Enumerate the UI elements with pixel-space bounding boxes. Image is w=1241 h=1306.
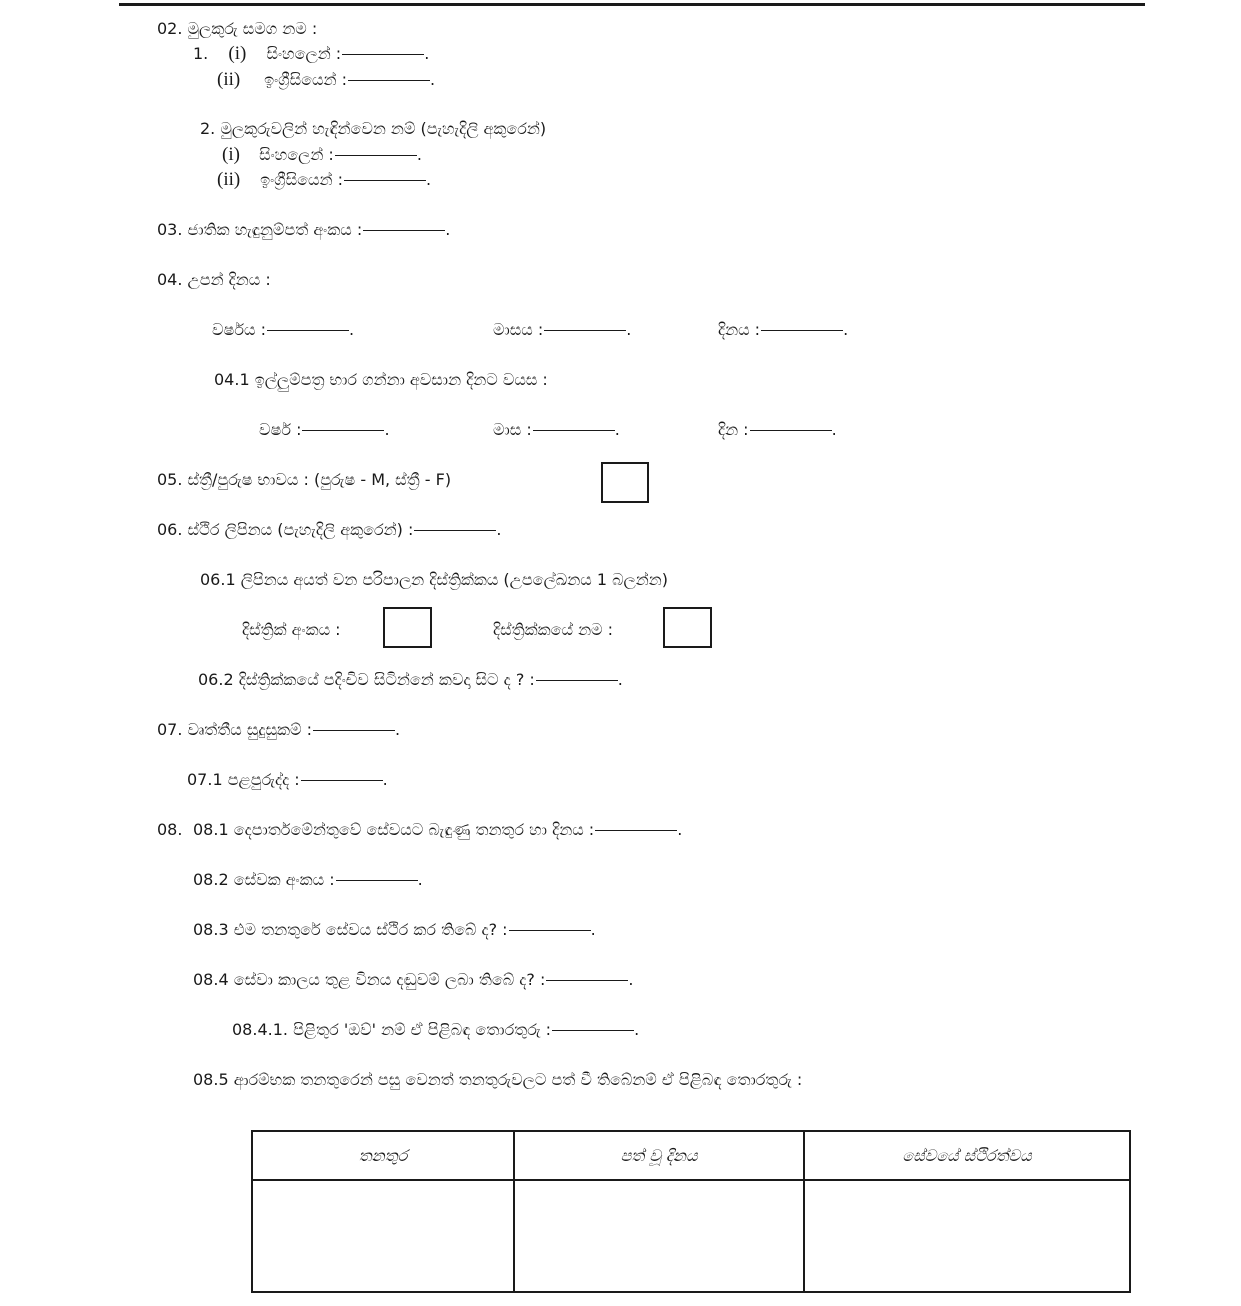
table-cell-post[interactable] xyxy=(252,1180,514,1292)
q041-month-row: මාස : . xyxy=(493,420,620,439)
q02-2-i-mark: (i) xyxy=(222,144,240,165)
top-rule xyxy=(119,3,1145,6)
q041-month-label: මාස : xyxy=(493,420,532,439)
q02-1-num: 1. xyxy=(193,44,209,63)
q083-row: 08.3 එම තනතුරේ සේවය ස්ථිර කර තිබේ ද? : . xyxy=(193,920,596,939)
q083-label: 08.3 එම තනතුරේ සේවය ස්ථිර කර තිබේ ද? : xyxy=(193,920,508,939)
q041-year-row: වර්ෂ : . xyxy=(259,420,390,439)
q02-1-i-label: සිංහලෙන් : xyxy=(266,44,342,63)
q084-row: 08.4 සේවා කාලය තුළ විනය දඬුවම් ලබා තිබේ ද? : . xyxy=(193,970,634,989)
q02-2-sinhala-blank[interactable] xyxy=(335,155,417,156)
q02-2-heading: මුලකුරුවලින් හැඳින්වෙන නම් (පැහැදිලි අකුරෙන්) xyxy=(220,119,547,138)
q061-district-code-box[interactable] xyxy=(383,607,432,648)
q07-row: 07. වෘත්තීය සුදුසුකම් : . xyxy=(157,720,401,739)
q04-year-row: වර්ෂය : . xyxy=(212,320,355,339)
table-row xyxy=(252,1180,1130,1292)
q061-district-name-box[interactable] xyxy=(663,607,712,648)
q07-qualifications-blank[interactable] xyxy=(313,730,395,731)
q081-post-date-blank[interactable] xyxy=(595,830,677,831)
q07-label: 07. වෘත්තීය සුදුසුකම් : xyxy=(157,720,312,739)
q041-day-blank[interactable] xyxy=(750,430,832,431)
q02-2-sinhala-row: (i) සිංහලෙන් : . xyxy=(222,144,422,165)
q04-month-label: මාසය : xyxy=(493,320,544,339)
q03-row: 03. ජාතික හැඳුනුම්පත් අංකය : . xyxy=(157,220,451,239)
q081-label: 08.1 දෙපාර්තමේන්තුවේ සේවයට බැඳුණු තනතුර හා දිනය : xyxy=(193,820,595,839)
q04-month-blank[interactable] xyxy=(544,330,626,331)
table-header-appointed-date: පත් වූ දිනය xyxy=(514,1131,804,1180)
q04-year-label: වර්ෂය : xyxy=(212,320,266,339)
q041-year-blank[interactable] xyxy=(302,430,384,431)
q04-day-row: දිනය : . xyxy=(718,320,849,339)
q071-label: 07.1 පළපුරුද්ද : xyxy=(187,770,300,789)
q02-2-num: 2. xyxy=(200,119,216,138)
q062-row: 06.2 දිස්ත්‍රික්කයේ පදිංචිව සිටින්නේ කවදා සිට ද ? : . xyxy=(198,670,623,689)
q041-day-row: දින : . xyxy=(718,420,837,439)
q03-label: 03. ජාතික හැඳුනුම්පත් අංකය : xyxy=(157,220,363,239)
q02-1-english-row: (ii) ඉංග්‍රීසියෙන් : . xyxy=(217,69,436,90)
q06-row: 06. ස්ථිර ලිපිනය (පැහැදිලි අකුරෙන්) : . xyxy=(157,520,502,539)
q062-since-blank[interactable] xyxy=(536,680,618,681)
q02-2-english-blank[interactable] xyxy=(344,180,426,181)
appointments-table xyxy=(251,1130,1131,1293)
q02-1-ii-mark: (ii) xyxy=(217,69,241,90)
q085-label: 08.5 ආරම්භක තනතුරෙන් පසු වෙනත් තනතුරුවලට පත් වී තිබේනම් ඒ පිළිබඳ තොරතුරු : xyxy=(193,1070,803,1089)
q04-year-blank[interactable] xyxy=(267,330,349,331)
q05-label: 05. ස්ත්‍රී/පුරුෂ භාවය : (පුරුෂ - M, ස්ත්‍රී - F) xyxy=(157,470,452,489)
q081-row: 08.1 දෙපාර්තමේන්තුවේ සේවයට බැඳුණු තනතුර හා දිනය : . xyxy=(193,820,683,839)
q04-day-blank[interactable] xyxy=(761,330,843,331)
q02-2-i-label: සිංහලෙන් : xyxy=(259,145,334,164)
q04-heading: 04. උපන් දිනය : xyxy=(157,270,271,289)
q02-1-i-mark: (i) xyxy=(228,43,247,64)
q041-year-label: වර්ෂ : xyxy=(259,420,302,439)
q041-heading: 04.1 ඉල්ලුම්පත්‍ර භාර ගන්නා අවසාන දිනට වයස : xyxy=(214,370,548,389)
q0841-details-blank[interactable] xyxy=(552,1030,634,1031)
q02-2-english-row: (ii) ඉංග්‍රීසියෙන් : . xyxy=(217,169,432,190)
q02-1-ii-label: ඉංග්‍රීසියෙන් : xyxy=(264,70,347,89)
q06-address-blank[interactable] xyxy=(414,530,496,531)
q082-employee-no-blank[interactable] xyxy=(336,880,418,881)
q071-row: 07.1 පළපුරුද්ද : . xyxy=(187,770,388,789)
q05-gender-box[interactable] xyxy=(601,462,649,503)
table-header-post: තනතුර xyxy=(252,1131,514,1180)
q062-label: 06.2 දිස්ත්‍රික්කයේ පදිංචිව සිටින්නේ කවදා සිට ද ? : xyxy=(198,670,535,689)
q061-code-label: දිස්ත්‍රික් අංකය : xyxy=(242,620,341,639)
q082-row: 08.2 සේවක අංකය : . xyxy=(193,870,423,889)
q03-nic-blank[interactable] xyxy=(363,230,445,231)
q084-disciplinary-blank[interactable] xyxy=(546,980,628,981)
q02-1-sinhala-blank[interactable] xyxy=(342,54,424,55)
q02-1-english-blank[interactable] xyxy=(348,80,430,81)
table-cell-appointed-date[interactable] xyxy=(514,1180,804,1292)
q041-day-label: දින : xyxy=(718,420,749,439)
q02-1-sinhala-row: 1. (i) සිංහලෙන් : . xyxy=(193,43,430,64)
q084-label: 08.4 සේවා කාලය තුළ විනය දඬුවම් ලබා තිබේ ද? : xyxy=(193,970,546,989)
q08-num: 08. xyxy=(157,820,183,839)
q061-heading: 06.1 ලිපිනය අයත් වන පරිපාලන දිස්ත්‍රික්කය (උපලේඛනය 1 බලන්න) xyxy=(200,570,668,589)
q02-heading: 02. මුලකුරු සමග නම : xyxy=(157,19,318,38)
q02-2-heading-row xyxy=(200,119,546,139)
table-header-row xyxy=(252,1131,1130,1180)
q0841-row: 08.4.1. පිළිතුර 'ඔව්' නම් ඒ පිළිබඳ තොරතුරු : . xyxy=(232,1020,640,1039)
q02-2-ii-label: ඉංග්‍රීසියෙන් : xyxy=(260,170,343,189)
q083-confirmed-blank[interactable] xyxy=(509,930,591,931)
q061-name-label: දිස්ත්‍රික්කයේ නම : xyxy=(493,620,614,639)
q0841-label: 08.4.1. පිළිතුර 'ඔව්' නම් ඒ පිළිබඳ තොරතුරු : xyxy=(232,1020,552,1039)
q06-label: 06. ස්ථිර ලිපිනය (පැහැදිලි අකුරෙන්) : xyxy=(157,520,414,539)
table-header-permanency: සේවයේ ස්ථිරත්වය xyxy=(804,1131,1130,1180)
q04-day-label: දිනය : xyxy=(718,320,761,339)
q04-month-row: මාසය : . xyxy=(493,320,632,339)
q071-experience-blank[interactable] xyxy=(301,780,383,781)
q041-month-blank[interactable] xyxy=(533,430,615,431)
q082-label: 08.2 සේවක අංකය : xyxy=(193,870,335,889)
q02-2-ii-mark: (ii) xyxy=(217,169,241,190)
table-cell-permanency[interactable] xyxy=(804,1180,1130,1292)
